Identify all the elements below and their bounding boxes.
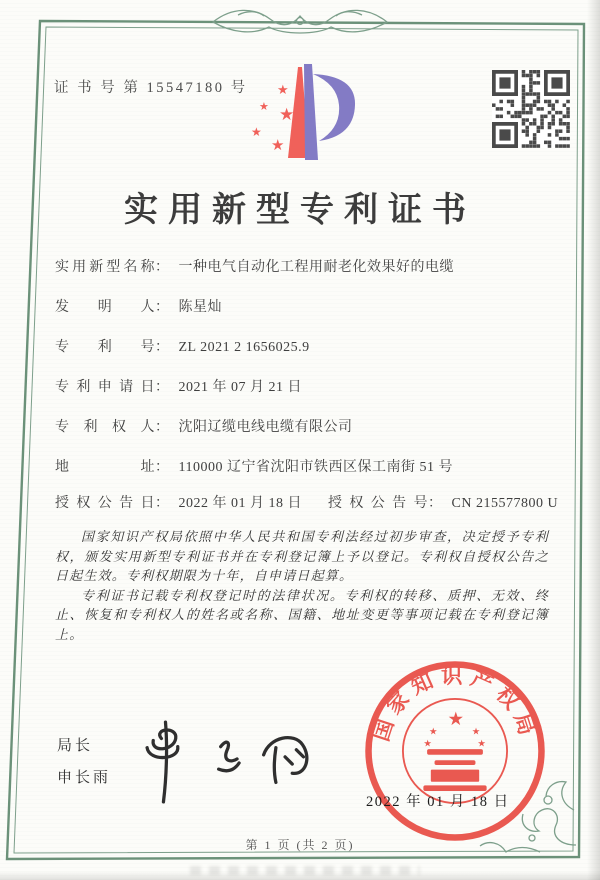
field-patent-number: 专利号： ZL 2021 2 1656025.9 xyxy=(55,336,310,356)
svg-text:★: ★ xyxy=(447,708,465,730)
star-icon: ★ xyxy=(279,105,295,124)
field-inventor: 发明人： 陈星灿 xyxy=(55,296,222,316)
svg-text:国家知识产权局 xyxy=(369,664,541,744)
field-value: 2021 年 07 月 21 日 xyxy=(178,380,302,395)
legal-paragraph-2: 专利证书记载专利权登记时的法律状况。专利权的转移、质押、无效、终止、恢复和专利权人的姓名或名称、国籍、地址变更等事项记载在专利登记簿上。 xyxy=(55,587,549,642)
svg-text:★: ★ xyxy=(423,739,432,750)
svg-text:★: ★ xyxy=(477,739,486,750)
official-seal-icon xyxy=(362,658,548,844)
field-value: 陈星灿 xyxy=(178,300,222,315)
field-label: 专利权人 xyxy=(55,420,155,435)
field-patentee: 专利权人： 沈阳辽缆电线电缆有限公司 xyxy=(55,416,353,436)
field-label: 发明人 xyxy=(55,300,155,315)
star-icon: ★ xyxy=(277,82,289,97)
field-value: 110000 辽宁省沈阳市铁西区保工南街 51 号 xyxy=(178,460,453,475)
legal-paragraph-1: 国家知识产权局依照中华人民共和国专利法经过初步审查，决定授予专利权，颁发实用新型专利证书并在专利登记簿上予以登记。专利权自授权公告之日起生效。专利权期限为十年，自申请日起算。 xyxy=(55,529,549,583)
grant-date-label: 授权公告日 xyxy=(55,496,155,511)
field-value: ZL 2021 2 1656025.9 xyxy=(178,340,310,355)
grant-no-value: CN 215577800 U xyxy=(451,496,559,511)
legal-text xyxy=(55,527,549,644)
page-title: 实用新型专利证书 xyxy=(124,192,476,229)
field-filing-date: 专利申请日： 2021 年 07 月 21 日 xyxy=(55,376,302,396)
cnipa-logo-icon xyxy=(243,60,363,166)
page-number: 第 1 页 (共 2 页) xyxy=(245,838,355,852)
field-label: 地址 xyxy=(55,460,155,475)
seal-text: 国家知识产权局 xyxy=(368,664,542,745)
field-utility-model-name: 实用新型名称： 一种电气自动化工程用耐老化效果好的电缆 xyxy=(55,256,454,276)
qr-code xyxy=(492,70,570,148)
national-emblem-icon xyxy=(423,709,486,791)
svg-text:★: ★ xyxy=(428,727,438,738)
edge-shadow-right xyxy=(587,0,600,880)
grant-date-value: 2022 年 01 月 18 日 xyxy=(178,496,302,511)
field-label: 专利申请日 xyxy=(55,380,155,395)
star-icon: ★ xyxy=(251,125,262,139)
star-icon: ★ xyxy=(259,101,269,113)
field-value: 一种电气自动化工程用耐老化效果好的电缆 xyxy=(178,260,454,275)
grant-no-label: 授权公告号 xyxy=(328,496,428,511)
signer-name: 申长雨 xyxy=(57,770,112,786)
field-label: 实用新型名称 xyxy=(55,260,155,275)
star-icon: ★ xyxy=(271,138,285,154)
signature-icon xyxy=(130,716,340,808)
certificate-number: 证 书 号 第 15547180 号 xyxy=(54,80,248,96)
seal-date: 2022 年 01 月 18 日 xyxy=(366,794,510,810)
field-grant-row: 授权公告日： 2022 年 01 月 18 日 授权公告号： CN 215577800 U xyxy=(55,492,558,512)
field-label: 专利号 xyxy=(55,340,155,355)
field-value: 沈阳辽缆电线电缆有限公司 xyxy=(178,420,353,435)
svg-text:★: ★ xyxy=(471,727,481,738)
signer-title: 局长 xyxy=(57,738,94,754)
edge-shadow-bottom xyxy=(0,871,600,880)
field-address: 地址： 110000 辽宁省沈阳市铁西区保工南街 51 号 xyxy=(55,456,453,476)
